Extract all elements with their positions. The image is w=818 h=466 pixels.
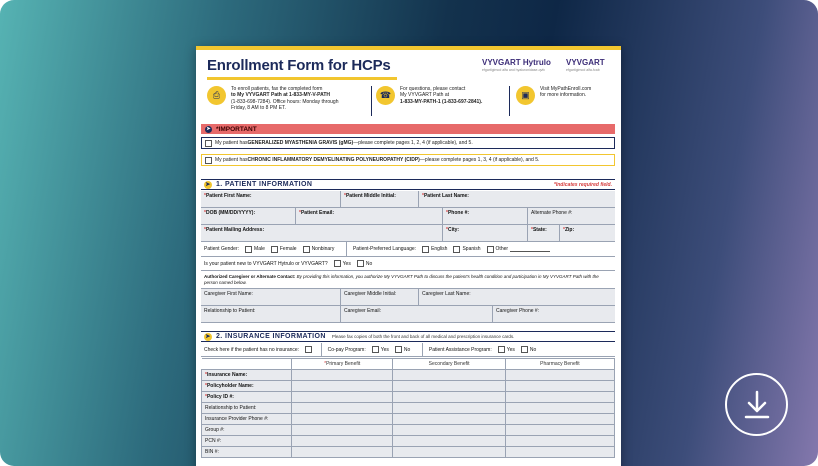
- arrow-right-icon: ➤: [205, 334, 211, 340]
- policy-id-label: *Policy ID #:: [202, 392, 292, 403]
- last-name-label: Patient Last Name:: [423, 193, 469, 199]
- caregiver-middle-label: Caregiver Middle Initial:: [344, 291, 397, 297]
- alt-phone-label: Alternate Phone #:: [531, 210, 573, 216]
- caregiver-relationship-label: Relationship to Patient:: [204, 308, 256, 314]
- primary-benefit-label: Primary Benefit: [326, 361, 361, 367]
- fax-line-1: To enroll patients, fax the completed form: [231, 86, 323, 92]
- caregiver-middle-field[interactable]: [341, 289, 419, 305]
- assistance-label: Patient Assistance Program:: [428, 346, 492, 353]
- spanish-label: Spanish: [462, 246, 481, 252]
- title-underline: [207, 77, 397, 80]
- copay-yes-label: Yes: [380, 346, 389, 353]
- dob-field[interactable]: *DOB (MM/DD/YYYY):: [201, 208, 296, 224]
- divider: [321, 343, 322, 356]
- english-label: English: [431, 246, 448, 252]
- primary-cell[interactable]: [292, 425, 393, 436]
- insurance-options-row: [201, 343, 615, 357]
- cidp-checkbox[interactable]: [205, 157, 212, 164]
- secondary-cell[interactable]: [393, 447, 505, 458]
- caregiver-name-row: [201, 289, 615, 306]
- secondary-benefit-header: Secondary Benefit: [393, 359, 505, 370]
- pharmacy-cell[interactable]: [505, 436, 614, 447]
- new-patient-no[interactable]: [357, 260, 372, 267]
- insurance-row: [202, 414, 615, 425]
- secondary-cell[interactable]: [393, 381, 505, 392]
- download-button[interactable]: [725, 373, 788, 436]
- insurance-row: [202, 370, 615, 381]
- pharmacy-cell[interactable]: [505, 425, 614, 436]
- zip-field[interactable]: *Zip:: [563, 227, 575, 233]
- language-other-option[interactable]: [487, 246, 551, 253]
- insurance-row: [202, 381, 615, 392]
- pharmacy-cell[interactable]: [505, 403, 614, 414]
- assistance-yes[interactable]: [498, 346, 515, 353]
- nonbinary-label: Nonbinary: [311, 246, 335, 252]
- row-label: Policy ID #:: [206, 394, 234, 400]
- caregiver-email-label: Caregiver Email:: [344, 308, 381, 314]
- no-insurance-label: Check here if the patient has no insurance:: [204, 346, 300, 353]
- gender-male-option[interactable]: [245, 246, 265, 253]
- enrollment-form-preview: [196, 46, 621, 466]
- empty-header: [202, 359, 292, 370]
- last-name-field[interactable]: *Patient Last Name:: [422, 193, 469, 199]
- row-label: Policyholder Name:: [206, 383, 254, 389]
- other-label: Other: [495, 246, 509, 252]
- new-no-checkbox[interactable]: [357, 260, 364, 267]
- web-contact: [516, 86, 616, 105]
- city-label: City:: [447, 227, 460, 233]
- policyholder-label: *Policyholder Name:: [202, 381, 292, 392]
- insurance-heading: 2. INSURANCE INFORMATION: [216, 333, 326, 340]
- caregiver-contact-row: [201, 306, 615, 323]
- first-name-field[interactable]: *Patient First Name:: [201, 191, 341, 207]
- secondary-cell[interactable]: [393, 403, 505, 414]
- divider: [346, 242, 347, 256]
- new-patient-question: Is your patient new to VYVGART Hytrulo or VYVGART?: [204, 260, 328, 267]
- copay-no-checkbox[interactable]: [395, 346, 402, 353]
- pharmacy-cell[interactable]: [505, 370, 614, 381]
- language-label: Patient-Preferred Language:: [352, 246, 417, 252]
- brand-logo-vyvgart: VYVGART: [566, 58, 605, 67]
- brand-logo-hytrulo: VYVGART Hytrulo: [482, 58, 551, 67]
- first-name-label: Patient First Name:: [205, 193, 252, 199]
- caregiver-email-field[interactable]: [341, 306, 493, 322]
- caregiver-last-label: Caregiver Last Name:: [422, 291, 471, 297]
- provider-phone-label: Insurance Provider Phone #:: [202, 414, 292, 425]
- spanish-checkbox[interactable]: [453, 246, 460, 253]
- caregiver-last-field[interactable]: [419, 289, 615, 305]
- assistance-yes-checkbox[interactable]: [498, 346, 505, 353]
- patient-address-row: [201, 225, 615, 242]
- nonbinary-checkbox[interactable]: [303, 246, 310, 253]
- patient-name-row: [201, 191, 615, 208]
- phone-line-3: 1-833-MY-PATH-1 (1-833-697-2841).: [400, 98, 483, 105]
- language-spanish-option[interactable]: [453, 246, 480, 253]
- caregiver-phone-label: Caregiver Phone #:: [496, 308, 540, 314]
- insurance-row: [202, 425, 615, 436]
- address-label: Patient Mailing Address:: [205, 227, 265, 233]
- insurance-note: Please fax copies of both the front and back of all medical and prescription insurance cards.: [331, 334, 515, 339]
- middle-initial-label: Patient Middle Initial:: [345, 193, 396, 199]
- new-patient-row: [201, 257, 615, 271]
- male-checkbox[interactable]: [245, 246, 252, 253]
- new-yes-checkbox[interactable]: [334, 260, 341, 267]
- pharmacy-cell[interactable]: [505, 447, 614, 458]
- primary-cell[interactable]: [292, 414, 393, 425]
- email-field[interactable]: *Patient Email:: [296, 208, 443, 224]
- arrow-right-icon: ➤: [206, 126, 211, 132]
- row-label: Insurance Name:: [206, 372, 248, 378]
- primary-benefit-header: *Primary Benefit: [292, 359, 393, 370]
- copay-yes-checkbox[interactable]: [372, 346, 379, 353]
- gender-label: Patient Gender:: [204, 246, 240, 252]
- state-label: State:: [532, 227, 547, 233]
- no-insurance-checkbox[interactable]: [305, 346, 312, 353]
- primary-cell[interactable]: [292, 381, 393, 392]
- copay-no-label: No: [403, 346, 411, 353]
- new-patient-yes[interactable]: [334, 260, 351, 267]
- zip-label: Zip:: [564, 227, 575, 233]
- cidp-suffix: —please complete pages 1, 3, 4 (if applicable), and 5.: [419, 157, 540, 163]
- caregiver-authorization: [201, 272, 615, 289]
- gmg-checkbox[interactable]: [205, 140, 212, 147]
- gender-female-option[interactable]: [271, 246, 297, 253]
- gmg-suffix: —please complete pages 1, 2, 4 (if applicable), and 5.: [353, 140, 473, 146]
- phone-field[interactable]: *Phone #:: [443, 208, 528, 224]
- bin-label: BIN #:: [202, 447, 292, 458]
- email-label: Patient Email:: [300, 210, 335, 216]
- phone-contact: [376, 86, 506, 105]
- phone-line-2: My VYVGART Path at: [400, 92, 450, 99]
- caregiver-first-field[interactable]: [201, 289, 341, 305]
- caregiver-first-label: Caregiver First Name:: [204, 291, 253, 297]
- secondary-cell[interactable]: [393, 414, 505, 425]
- fax-line-3: (1-833-698-7284). Office hours: Monday through: [231, 98, 339, 105]
- insurance-row: [202, 436, 615, 447]
- divider: [422, 343, 423, 356]
- web-line-1: Visit MyPathEnroll.com: [540, 86, 592, 92]
- insurance-info-header: [201, 331, 615, 342]
- insurance-row: [202, 392, 615, 403]
- secondary-cell[interactable]: [393, 392, 505, 403]
- copay-label: Co-pay Program:: [327, 346, 366, 353]
- other-checkbox[interactable]: [487, 246, 494, 253]
- secondary-cell[interactable]: [393, 425, 505, 436]
- group-label: Group #:: [202, 425, 292, 436]
- primary-cell[interactable]: [292, 370, 393, 381]
- brand-sub-hytrulo: efgartigimod alfa and hyaluronidase-qvfc: [482, 68, 546, 72]
- assistance-no-label: No: [529, 346, 537, 353]
- english-checkbox[interactable]: [422, 246, 429, 253]
- insurance-table: [201, 358, 615, 458]
- assistance-no[interactable]: [521, 346, 536, 353]
- fax-icon: ⎙: [207, 86, 226, 105]
- cidp-condition: CHRONIC INFLAMMATORY DEMYELINATING POLYNEUROPATHY (CIDP): [247, 157, 420, 163]
- important-header: [201, 124, 615, 134]
- assistance-no-checkbox[interactable]: [521, 346, 528, 353]
- insurance-header-row: [202, 359, 615, 370]
- pharmacy-cell[interactable]: [505, 381, 614, 392]
- primary-cell[interactable]: [292, 392, 393, 403]
- laptop-icon: ▣: [516, 86, 535, 105]
- auth-text: By providing this information, you authorize My VYVGART Path to discuss the patient's health condition and participation in My VYVGART Path with the person named below.: [204, 274, 599, 285]
- fax-contact: [207, 86, 367, 111]
- copay-yes[interactable]: [372, 346, 389, 353]
- pharmacy-cell[interactable]: [505, 414, 614, 425]
- new-yes-label: Yes: [342, 260, 351, 267]
- arrow-right-icon: ➤: [205, 182, 211, 188]
- middle-initial-field[interactable]: *Patient Middle Initial:: [341, 191, 419, 207]
- auth-bold: Authorized Caregiver or Alternate Contact:: [204, 274, 296, 279]
- contact-divider: [371, 86, 372, 116]
- gender-language-row: [201, 242, 615, 257]
- alt-phone-field[interactable]: [528, 208, 615, 224]
- important-heading: *IMPORTANT: [216, 125, 257, 133]
- fax-line-4: Friday, 8 AM to 8 PM ET.: [231, 104, 286, 111]
- copay-no[interactable]: [395, 346, 410, 353]
- pcn-label: PCN #:: [202, 436, 292, 447]
- primary-cell[interactable]: [292, 447, 393, 458]
- patient-info-header: [201, 179, 615, 190]
- relationship-label: Relationship to Patient:: [202, 403, 292, 414]
- phone-line-1: For questions, please contact: [400, 86, 466, 92]
- phone-label: Phone #:: [447, 210, 470, 216]
- insurance-row: [202, 403, 615, 414]
- pharmacy-benefit-header: Pharmacy Benefit: [505, 359, 614, 370]
- city-field[interactable]: *City:: [443, 225, 528, 241]
- required-note: *Indicates required field.: [553, 181, 612, 188]
- brand-sub-vyvgart: efgartigimod alfa-fcab: [566, 68, 600, 72]
- female-checkbox[interactable]: [271, 246, 278, 253]
- insurance-row: [202, 447, 615, 458]
- assistance-yes-label: Yes: [506, 346, 515, 353]
- dob-label: DOB (MM/DD/YYYY):: [205, 210, 256, 216]
- gmg-condition: GENERALIZED MYASTHENIA GRAVIS (gMG): [247, 140, 354, 146]
- language-english-option[interactable]: [422, 246, 447, 253]
- state-field[interactable]: *State:: [528, 225, 560, 241]
- form-title: Enrollment Form for HCPs: [207, 57, 391, 74]
- gender-nonbinary-option[interactable]: [303, 246, 335, 253]
- primary-cell[interactable]: [292, 436, 393, 447]
- web-line-2: for more information.: [540, 92, 587, 99]
- cidp-prefix: My patient has: [215, 157, 248, 163]
- cidp-option-row[interactable]: [201, 154, 615, 166]
- contact-divider: [509, 86, 510, 116]
- gmg-option-row[interactable]: [201, 137, 615, 149]
- top-accent-bar: [196, 46, 621, 50]
- secondary-cell[interactable]: [393, 436, 505, 447]
- download-icon: [740, 388, 774, 422]
- insurance-name-label: *Insurance Name:: [202, 370, 292, 381]
- address-field[interactable]: *Patient Mailing Address:: [201, 225, 443, 241]
- secondary-cell[interactable]: [393, 370, 505, 381]
- patient-info-heading: 1. PATIENT INFORMATION: [216, 181, 313, 188]
- primary-cell[interactable]: [292, 403, 393, 414]
- patient-contact-row: [201, 208, 615, 225]
- phone-icon: ☎: [376, 86, 395, 105]
- male-label: Male: [254, 246, 265, 252]
- other-language-line[interactable]: [510, 247, 550, 252]
- gmg-prefix: My patient has: [215, 140, 248, 146]
- caregiver-phone-field[interactable]: [493, 306, 615, 322]
- caregiver-relationship-field[interactable]: [201, 306, 341, 322]
- new-no-label: No: [365, 260, 373, 267]
- pharmacy-cell[interactable]: [505, 392, 614, 403]
- female-label: Female: [279, 246, 297, 252]
- fax-line-2: to My VYVGART Path at 1-833-MY-V-PATH: [231, 92, 330, 99]
